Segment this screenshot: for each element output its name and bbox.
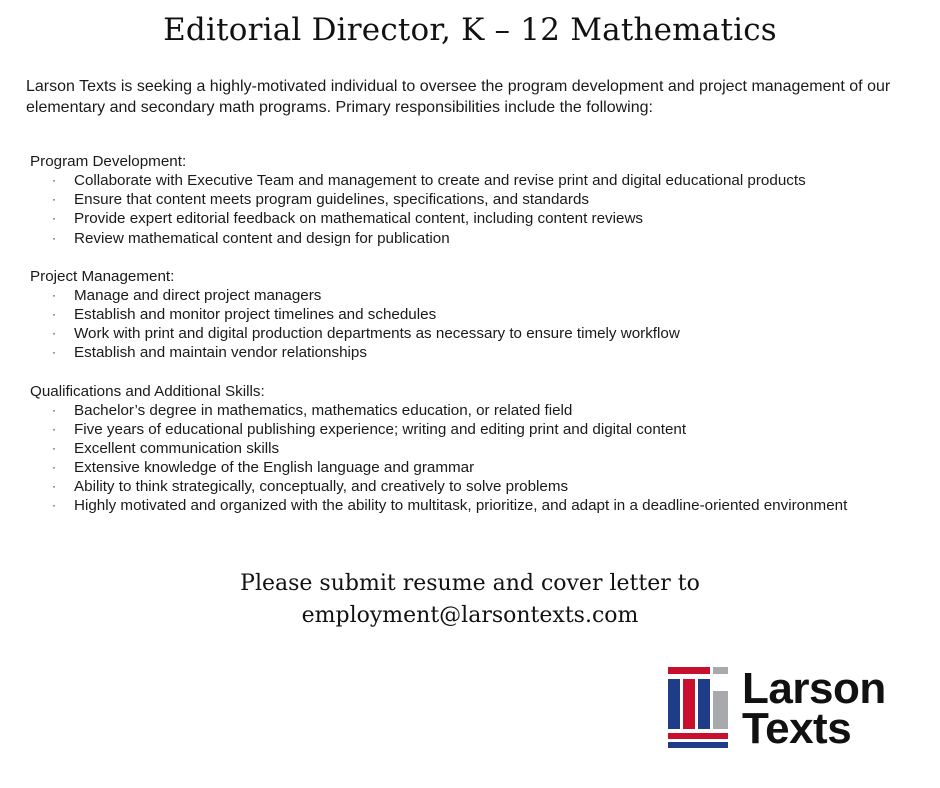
submission-instructions xyxy=(0,568,940,632)
bullet-icon: · xyxy=(52,211,56,226)
page-title: Editorial Director, K – 12 Mathematics xyxy=(163,12,777,48)
logo-word-texts: Texts xyxy=(742,704,852,753)
list-item: · Provide expert editorial feedback on mathematical content, including content reviews xyxy=(52,210,644,228)
section-program-development xyxy=(30,152,910,248)
list-item: · Ability to think strategically, conceptually, and creatively to solve problems xyxy=(52,478,569,496)
list-item: · Excellent communication skills xyxy=(52,439,280,457)
section-heading: Qualifications and Additional Skills: xyxy=(30,382,265,400)
list-item: · Review mathematical content and design for publication xyxy=(52,229,450,247)
responsibility-sections xyxy=(30,152,910,535)
list-item: · Collaborate with Executive Team and management to create and revise print and digital educational products xyxy=(52,172,806,189)
intro-paragraph: Larson Texts is seeking a highly-motivated individual to oversee the program development and project management of our elementary and secondary math programs. Primary responsibilities include the following: xyxy=(26,78,891,116)
bullet-icon: · xyxy=(52,287,56,302)
bullet-icon: · xyxy=(52,402,56,417)
bullet-list xyxy=(30,286,910,363)
bullet-icon: · xyxy=(52,498,56,513)
larson-texts-logo xyxy=(668,665,908,755)
section-heading: Program Development: xyxy=(30,153,187,170)
submit-email[interactable]: employment@larsontexts.com xyxy=(301,603,639,628)
bullet-icon: · xyxy=(52,440,56,455)
list-item: · Extensive knowledge of the English language and grammar xyxy=(52,459,475,477)
list-item: · Manage and direct project managers xyxy=(52,286,322,304)
list-item: · Establish and maintain vendor relationships xyxy=(52,344,367,362)
list-item: · Bachelor’s degree in mathematics, mathematics education, or related field xyxy=(52,401,573,419)
bullet-icon: · xyxy=(52,421,56,436)
section-qualifications xyxy=(30,382,910,516)
bullet-icon: · xyxy=(52,326,56,341)
logo-word-larson: Larson xyxy=(742,664,886,713)
section-heading: Project Management: xyxy=(30,267,175,285)
list-item: · Highly motivated and organized with the ability to multitask, prioritize, and adapt in a deadline-oriented environment xyxy=(52,497,848,515)
list-item: · Five years of educational publishing experience; writing and editing print and digital content xyxy=(52,420,687,438)
logo-mark-icon xyxy=(668,665,734,749)
list-item: · Establish and monitor project timelines and schedules xyxy=(52,305,437,323)
bullet-icon: · xyxy=(52,460,56,475)
list-item: · Ensure that content meets program guidelines, specifications, and standards xyxy=(52,191,589,209)
bullet-list xyxy=(30,401,910,516)
bullet-list xyxy=(30,171,910,248)
bullet-icon: · xyxy=(52,230,56,245)
bullet-icon: · xyxy=(52,192,56,207)
list-item: · Work with print and digital production departments as necessary to ensure timely workflow xyxy=(52,325,680,343)
bullet-icon: · xyxy=(52,306,56,321)
section-project-management xyxy=(30,267,910,363)
submit-line: Please submit resume and cover letter to xyxy=(240,571,700,596)
bullet-icon: · xyxy=(52,479,56,494)
bullet-icon: · xyxy=(52,345,56,360)
bullet-icon: · xyxy=(52,173,56,187)
